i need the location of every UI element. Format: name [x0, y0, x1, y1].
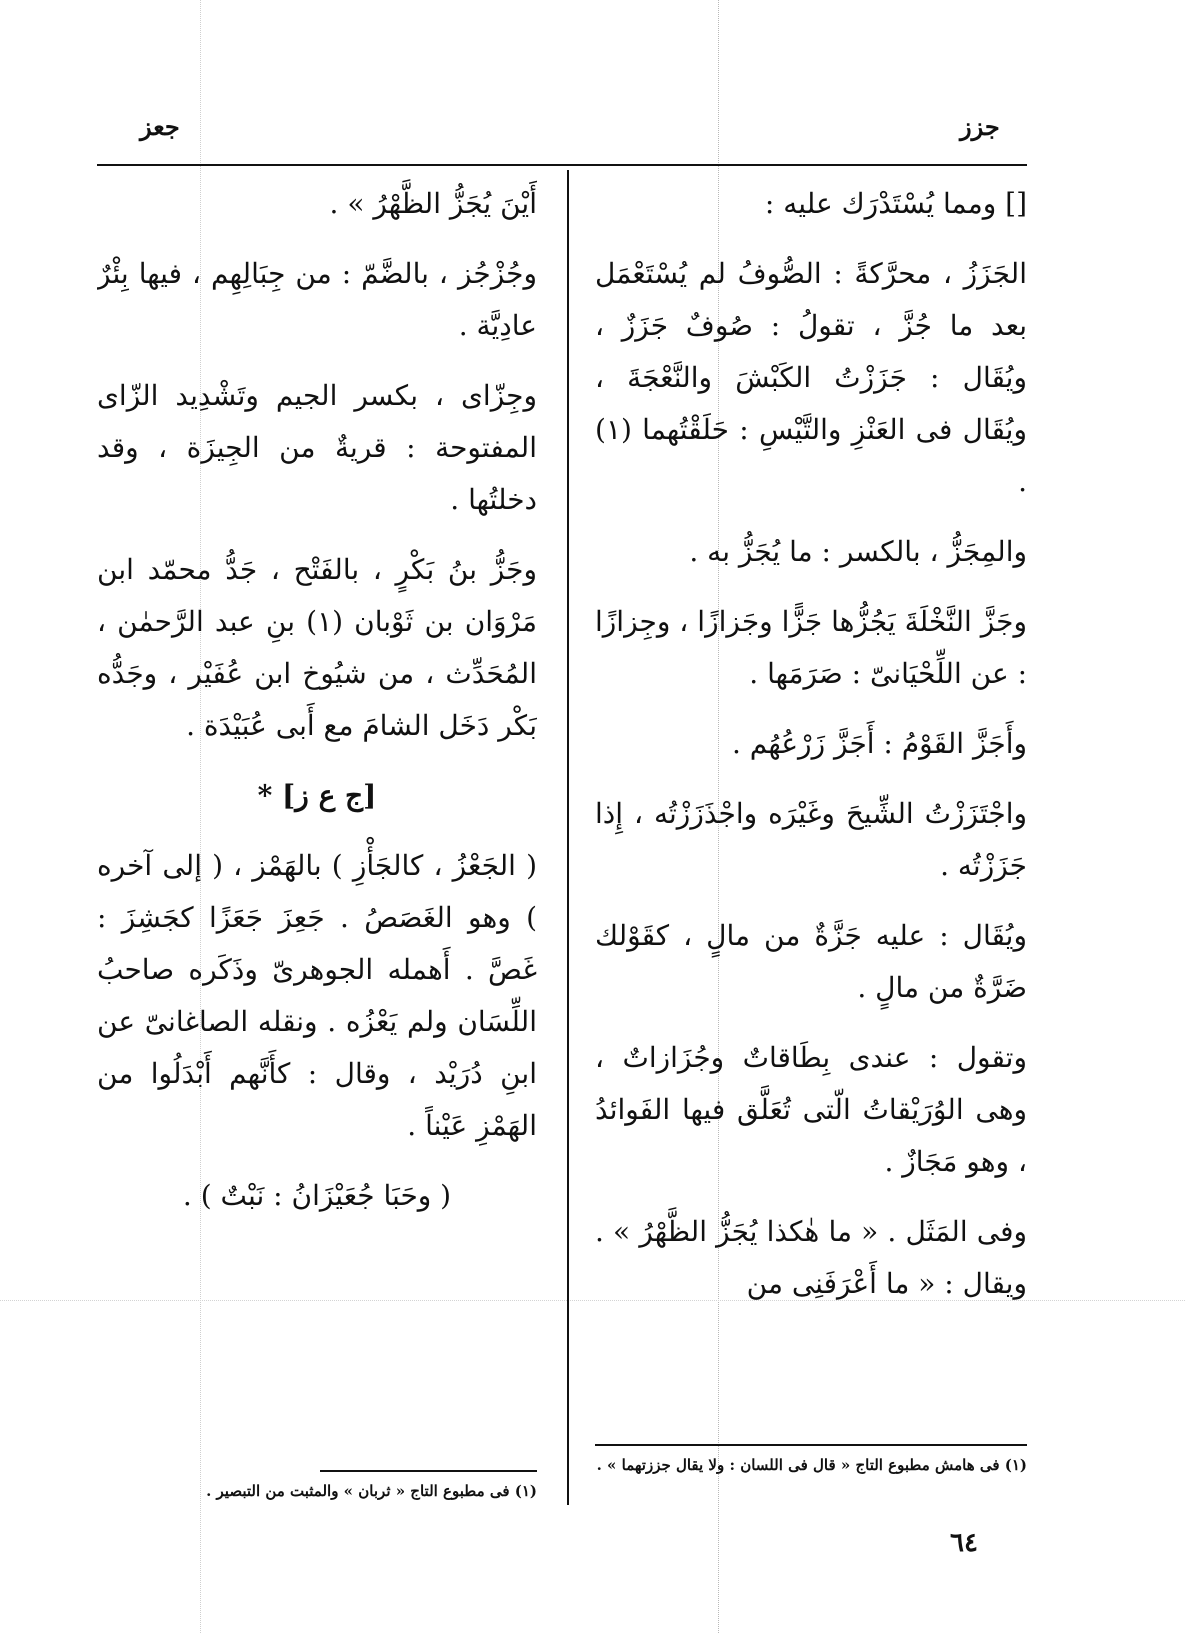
paragraph: والمِجَزُّ ، بالكسر : ما يُجَزُّ به .	[689, 535, 1027, 568]
footnote-left: (١) فى مطبوع التاج « ثربان » والمثبت من التبصير .	[206, 1482, 537, 1500]
paragraph: وتقول : عندى بِطَاقاتٌ وجُزَازاتٌ ، وهى الوُرَيْقاتُ الّتى تُعَلَّق فيها الفَوائدُ ، وهو مَجَازٌ .	[595, 1041, 1027, 1178]
entry-heading: [ج ع ز] *	[257, 779, 377, 812]
paragraph: ( وحَبَا جُعَيْزَانُ : نَبْتٌ ) .	[182, 1179, 452, 1212]
column-divider	[567, 170, 569, 1505]
paragraph: ( الجَعْزُ ، كالجَأْزِ ) بالهَمْز ، ( إلى آخره ) وهو الغَصَصُ . جَعِزَ جَعَزًا كجَشِزَ : غَصَّ . أَهمله الجوهرىّ وذَكَره صاحبُ اللِّسَان ولم يَعْزُه . ونقله الصاغانىّ عن ابنِ دُرَيْد ، وقال : كأَنَّهم أَبْدَلُوا من الهَمْزِ عَيْناً .	[97, 849, 537, 1142]
paragraph: وجَزُّ بنُ بَكْرٍ ، بالفَتْح ، جَدُّ محمّد ابن مَرْوَان بن ثَوْبان (١) بنِ عبد الرَّحمٰن ، المُحَدِّث ، من شيُوخ ابن عُفَيْر ، وجَدُّه بَكْر دَخَل الشامَ مع أَبى عُبَيْدَة .	[97, 553, 537, 742]
paragraph: أَيْنَ يُجَزُّ الظَّهْرُ » .	[329, 187, 537, 220]
paragraph: الجَزَزُ ، محرَّكةً : الصُّوفُ لم يُسْتَعْمَل بعد ما جُزَّ ، تقولُ : صُوفٌ جَزَزٌ ، ويُقَال : جَزَزْتُ الكَبْشَ والنَّعْجَةَ ، ويُقَال فى العَنْزِ والتَّيْسِ : حَلَقْتُهما (١) .	[595, 257, 1027, 498]
running-head-right: جزز	[960, 112, 1000, 141]
paragraph: وجَزَّ النَّخْلَةَ يَجُزُّها جَزًّا وجَزازًا ، وجِزازًا : عن اللِّحْيَانىّ : صَرَمَها .	[595, 605, 1027, 690]
running-head-left: جعز	[140, 112, 180, 141]
footnote-rule-right	[595, 1444, 1027, 1446]
paragraph: واجْتَزَزْتُ الشِّيحَ وغَيْرَه واجْذَزَزْتُه ، إِذا جَزَزْتُه .	[595, 797, 1027, 882]
footnote-right: (١) فى هامش مطبوع التاج « قال فى اللسان : ولا يقال جززتهما » .	[596, 1456, 1027, 1474]
paragraph: ويُقَال : عليه جَزَّةٌ من مالٍ ، كقَوْلك ضَرَّةٌ من مالٍ .	[595, 919, 1027, 1004]
right-column	[595, 178, 1027, 1428]
paragraph: وجُزْجُز ، بالضَّمّ : من جِبَالِهِم ، فيها بِئْرٌ عادِيَّة .	[97, 257, 537, 342]
header-rule	[97, 164, 1027, 166]
footnote-rule-left	[320, 1470, 537, 1472]
paragraph: [] ومما يُسْتَدْرَك عليه :	[764, 187, 1027, 220]
paragraph: وأَجَزَّ القَوْمُ : أَجَزَّ زَرْعُهُم .	[732, 727, 1027, 760]
page-number: ٦٤	[950, 1528, 978, 1558]
left-column	[97, 178, 537, 1468]
paragraph: وجِزّاى ، بكسر الجيم وتَشْدِيد الزّاى المفتوحة : قريةٌ من الجِيزَة ، وقد دخلتُها .	[97, 379, 537, 516]
paragraph: وفى المَثَل . « ما هٰكذا يُجَزُّ الظَّهْرُ » . ويقال : « ما أَعْرَفَنِى من	[595, 1215, 1027, 1300]
